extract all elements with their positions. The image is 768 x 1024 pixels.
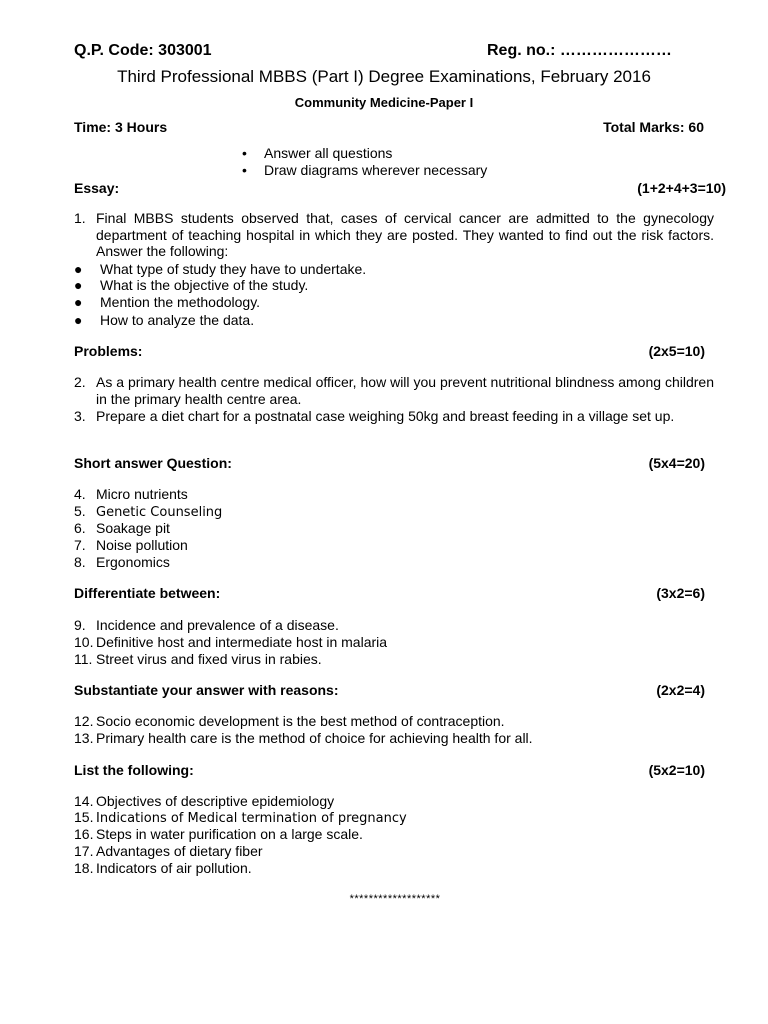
question-text: Final MBBS students observed that, cases of cervical cancer are admitted to the gynecology department of teaching hospital in which they are posted. They wanted to find out the risk factors. Answer the following: [96,210,714,259]
essay-bullet: ● How to analyze the data. [74,312,255,328]
short-answer-item: 7. Noise pollution [74,537,188,553]
question-text: As a primary health centre medical officer, how will you prevent nutritional blindness among children in the primary health centre area. [96,374,714,407]
round-bullet-icon: ● [74,312,83,328]
problem-question [74,408,714,425]
substantiate-item: 13. Primary health care is the method of choice for achieving health for all. [74,730,533,746]
round-bullet-icon: ● [74,294,83,310]
section-marks-short-answer: (5x4=20) [648,455,705,471]
short-answer-item: 6. Soakage pit [74,520,170,536]
substantiate-item: 12. Socio economic development is the best method of contraception. [74,713,505,729]
exam-title: Third Professional MBBS (Part I) Degree Examinations, February 2016 [117,67,651,86]
section-title-short-answer: Short answer Question: [74,455,232,471]
section-marks-substantiate: (2x2=4) [656,682,705,698]
list-item: 16. Steps in water purification on a large scale. [74,826,363,842]
list-item: 17. Advantages of dietary fiber [74,843,263,859]
bullet-icon: • [242,162,247,178]
section-title-list: List the following: [74,762,194,778]
instruction-item: • Answer all questions [242,145,393,161]
essay-question [74,210,714,260]
bullet-icon: • [242,145,247,161]
problem-question [74,374,714,407]
exam-time: Time: 3 Hours [74,119,168,135]
differentiate-item: 11. Street virus and fixed virus in rabies. [74,651,322,667]
section-marks-essay: (1+2+4+3=10) [637,180,726,196]
section-title-differentiate: Differentiate between: [74,585,221,601]
round-bullet-icon: ● [74,261,83,277]
differentiate-item: 9. Incidence and prevalence of a disease. [74,617,339,633]
section-title-substantiate: Substantiate your answer with reasons: [74,682,339,698]
list-item: 15. Indications of Medical termination of pregnancy [74,809,407,826]
question-number: 1. [74,210,86,226]
essay-bullet: ● What type of study they have to undertake. [74,261,367,277]
qp-code: Q.P. Code: 303001 [74,42,212,59]
paper-title: Community Medicine-Paper I [294,95,474,110]
question-text: Prepare a diet chart for a postnatal case weighing 50kg and breast feeding in a village set up. [96,408,675,424]
reg-no: Reg. no.: ………………… [487,42,672,59]
essay-bullet: ● What is the objective of the study. [74,277,309,293]
end-of-paper-marker: ******************* [349,893,441,905]
question-number: 3. [74,408,86,424]
essay-bullet: ● Mention the methodology. [74,294,261,310]
list-item: 18. Indicators of air pollution. [74,860,252,876]
short-answer-item: 8. Ergonomics [74,554,170,570]
section-title-essay: Essay: [74,180,120,196]
short-answer-item: 4. Micro nutrients [74,486,188,502]
instruction-item: • Draw diagrams wherever necessary [242,162,488,178]
section-marks-differentiate: (3x2=6) [656,585,705,601]
question-number: 2. [74,374,86,390]
differentiate-item: 10. Definitive host and intermediate host in malaria [74,634,388,650]
total-marks: Total Marks: 60 [603,119,704,135]
round-bullet-icon: ● [74,277,83,293]
section-marks-problems: (2x5=10) [648,343,705,359]
section-marks-list: (5x2=10) [648,762,705,778]
short-answer-item: 5. Genetic Counseling [74,503,223,520]
section-title-problems: Problems: [74,343,143,359]
list-item: 14. Objectives of descriptive epidemiology [74,793,335,809]
